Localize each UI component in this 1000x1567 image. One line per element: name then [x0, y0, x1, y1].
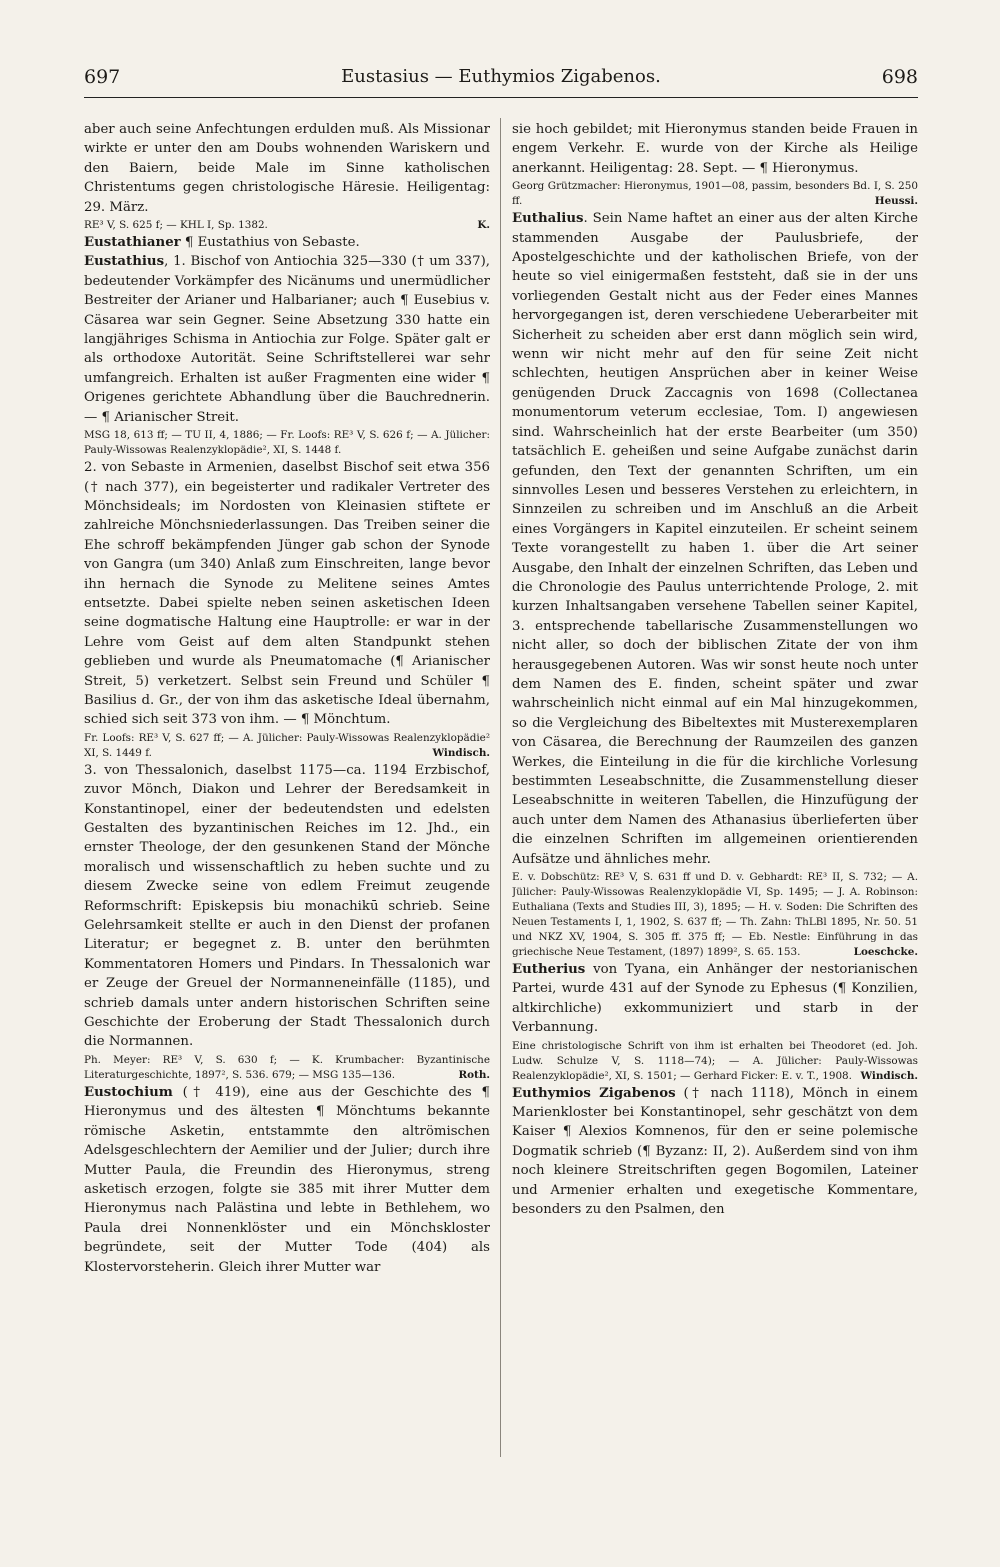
literature-text: Fr. Loofs: RE³ V, S. 627 ff; — A. Jülicher: Pauly-Wissowas Realenzyklopädie² XI, S. 1449 f. — [84, 731, 490, 759]
left-column — [84, 120, 490, 1483]
body-paragraph: 3. von Thessalonich, daselbst 1175—ca. 1194 Erzbischof, zuvor Mönch, Diakon und Lehrer der Beredsamkeit in Konstantinopel, einer der bedeutendsten und edelsten Gestalten des byzantinischen Reiches im 12. Jhd., ein ernster Theologe, der den gesunkenen Stand der Mönche moralisch und wissenschaftlich zu heben suchte und zu diesem Zwecke seine von edlem Freimut zeugende Reformschrift: Episkepsis biu monachikū schrieb. Seine Gelehrsamkeit stellte er auch in den Dienst der profanen Literatur; er begegnet z. B. unter den berühmten Kommentatoren Homers und Pindars. In Thessalonich war er Zeuge der Greuel der Normanneneinfälle (1185), und schrieb damals unter andern historischen Schriften seine Geschichte der Eroberung der Stadt Thessalonich durch die Normannen. — [84, 762, 490, 1050]
body-paragraph: 2. von Sebaste in Armenien, daselbst Bischof seit etwa 356 († nach 377), ein begeisterter und radikaler Vertreter des Mönchsideals; im Nordosten von Kleinasien stiftete er zahlreiche Mönchsniederlassungen. Das Treiben seiner die Ehe schroff bekämpfenden Jünger gab schon der Synode von Gangra (um 340) Anlaß zum Einschreiten, lange bevor ihn hernach die Synode zu Melitene seines Amtes entsetzte. Dabei spielte neben seinen asketischen Ideen seine dogmatische Haltung eine Hauptrolle: er war in der Lehre vom Geist auf dem alten Standpunkt stehen geblieben und wurde als Pneumatomache (¶ Arianischer Streit, 5) verketzert. Selbst sein Freund und Schüler ¶ Basilius d. Gr., der von ihm das asketische Ideal übernahm, schied sich seit 373 von ihm. — ¶ Mönchtum. — [84, 460, 490, 728]
author-signature: K. — [477, 219, 490, 232]
literature-text: Ph. Meyer: RE³ V, S. 630 f; — K. Krumbacher: Byzantinische Literaturgeschichte, 1897², S. 536. 679; — MSG 135—136. — [84, 1053, 490, 1081]
literature-text: Georg Grützmacher: Hieronymus, 1901—08, passim, besonders Bd. I, S. 250 ff. — [512, 180, 918, 208]
dictionary-entry — [84, 1083, 490, 1277]
literature-note — [84, 731, 490, 761]
entry-headword: Euthymios Zigabenos — [512, 1085, 676, 1101]
author-signature: Windisch. — [432, 746, 490, 759]
entry-headword: Eustathianer — [84, 235, 181, 251]
entry-text: von Tyana, ein Anhänger der nestorianischen Partei, wurde 431 auf der Synode zu Ephesus (¶ Konzilien, altkirchliche) exkommuniziert und starb in der Verbannung. — [512, 962, 918, 1036]
dictionary-entry — [84, 233, 490, 252]
page-number-right: 698 — [881, 66, 918, 88]
entry-headword: Eustathius — [84, 254, 165, 270]
entry-text: († nach 1118), Mönch in einem Marienkloster bei Konstantinopel, sehr geschätzt von dem Kaiser ¶ Alexios Komnenos, für den er seine polemische Dogmatik schrieb (¶ Byzanz: II, 2). Außerdem sind von ihm noch kleinere Streitschriften gegen Bogomilen, Lateiner und Armenier erhalten und exegetische Kommentare, besonders zu den Psalmen, den — [512, 1085, 918, 1218]
dictionary-entry — [512, 209, 918, 869]
running-title: Eustasius — Euthymios Zigabenos. — [341, 66, 661, 87]
right-column — [512, 120, 918, 1483]
column-divider — [500, 118, 501, 1457]
literature-text: Eine christologische Schrift von ihm ist erhalten bei Theodoret (ed. Joh. Ludw. Schulze V, S. 1118—74); — A. Jülicher: Pauly-Wissowas Realenzyklopädie², XI, S. 1501; — Gerhard Ficker: E. v. T., 1908. — [512, 1039, 918, 1082]
literature-text: E. v. Dobschütz: RE³ V, S. 631 ff und D. v. Gebhardt: RE³ II, S. 732; — A. Jülicher: Pauly-Wissowas Realenzyklopädie VI, Sp. 1495; — J. A. Robinson: Euthaliana (Texts and Studies III, 3), 1895; — H. v. Soden: Die Schriften des Neuen Testaments I, 1, 1902, S. 637 ff; — Th. Zahn: ThLBl 1895, Nr. 50. 51 und NKZ XV, 1904, S. 305 ff. 375 ff; — Eb. Nestle: Einführung in das griechische Neue Testament, (1897) 1899², S. 65. 153. — [512, 871, 918, 959]
literature-text: MSG 18, 613 ff; — TU II, 4, 1886; — Fr. Loofs: RE³ V, S. 626 f; — A. Jülicher: Pauly-Wissowas Realenzyklopädie², XI, S. 1448 f. — [84, 429, 490, 457]
page-number-left: 697 — [84, 66, 121, 88]
literature-text: RE³ V, S. 625 f; — KHL I, Sp. 1382. — [84, 219, 268, 232]
entry-headword: Euthalius — [512, 211, 584, 227]
entry-headword: Eustochium — [84, 1084, 173, 1100]
entry-text: , 1. Bischof von Antiochia 325—330 († um 337), bedeutender Vorkämpfer des Nicänums und unermüdlicher Bestreiter der Arianer und Halbarianer; auch ¶ Eusebius v. Cäsarea war sein Gegner. Seine Absetzung 330 hatte ein langjähriges Schisma in Antiochia zur Folge. Später galt er als orthodoxe Autorität. Seine Schriftstellerei war sehr umfangreich. Erhalten ist außer Fragmenten eine wider ¶ Origenes gerichtete Abhandlung über die Bauchrednerin. — ¶ Arianischer Streit. — [84, 254, 490, 425]
literature-note — [512, 179, 918, 209]
literature-note — [512, 1039, 918, 1084]
author-signature: Loeschcke. — [853, 946, 918, 959]
literature-note — [84, 1053, 490, 1083]
dictionary-entry — [512, 1084, 918, 1220]
literature-note — [512, 870, 918, 960]
body-paragraph: aber auch seine Anfechtungen erdulden muß. Als Missionar wirkte er unter den am Doubs wohnenden Wariskern und den Baiern, beide Male im Sinne katholischen Christentums gegen christologische Häresie. Heiligentag: 29. März. — [84, 122, 490, 215]
running-header — [84, 66, 918, 98]
author-signature: Heussi. — [874, 195, 918, 208]
entry-text: . Sein Name haftet an einer aus der alten Kirche stammenden Ausgabe der Paulusbriefe, der Apostelgeschichte und der katholischen Briefe, von der heute so viel einigermaßen feststeht, daß sie in der uns vorliegenden Gestalt nicht aus der Feder eines Mannes hervorgegangen ist, deren verschiedene Ueberarbeiter mit Sicherheit zu scheiden aber erst dann möglich sein wird, wenn wir nicht mehr auf den für seine Zeit nicht schlechten, heutigen Ansprüchen aber in keiner Weise genügenden Druck Zaccagnis von 1698 (Collectanea monumentorum veterum ecclesiae, Tom. I) angewiesen sind. Wahrscheinlich hat der erste Bearbeiter (um 350) tatsächlich E. geheißen und seine Aufgabe zunächst darin gefunden, den Text der genannten Schriften, um ein sinnvolles Lesen und besseres Verstehen zu erleichtern, in Sinnzeilen zu schreiben und im Anschluß an die Arbeit eines Vorgängers in Kapitel einzuteilen. Er scheint seinem Texte vorangestellt zu haben 1. über die Art seiner Ausgabe, den Inhalt der einzelnen Schriften, das Leben und die Chronologie des Paulus unterrichtende Prologe, 2. mit kurzen Inhaltsangaben versehene Tabellen seiner Kapitel, 3. entsprechende tabellarische Zusammenstellungen wo nicht aller, so doch der biblischen Zitate der von ihm herausgegebenen Autoren. Was wir sonst heute noch unter dem Namen des E. finden, scheint später und zwar wahrscheinlich nicht einmal auf ein Mal hinzugekommen, so die Vergleichung des Bibeltextes mit Musterexemplaren von Cäsarea, die Berechnung der Raumzeilen des ganzen Werkes, die Einteilung in die für die kirchliche Vorlesung bestimmten Leseabschnitte, die Zusammenstellung dieser Leseabschnitte in weiteren Tabellen, die Hinzufügung der auch unter dem Namen des Athanasius überlieferten über die einzelnen Schriften im allgemeinen orientierenden Aufsätze und ähnliches mehr. — [512, 211, 918, 867]
entry-text: († 419), eine aus der Geschichte des ¶ Hieronymus und des ältesten ¶ Mönchtums bekannte römische Asketin, entstammte den altrömischen Adelsgeschlechtern der Aemilier und der Julier; durch ihre Mutter Paula, die Freundin des Hieronymus, streng asketisch erzogen, folgte sie 385 mit ihrer Mutter dem Hieronymus nach Palästina und lebte in Bethlehem, wo Paula drei Nonnenklöster und ein Mönchskloster begründete, seit der Mutter Tode (404) als Klostervorsteherin. Gleich ihrer Mutter war — [84, 1084, 490, 1275]
body-paragraph: sie hoch gebildet; mit Hieronymus standen beide Frauen in engem Verkehr. E. wurde von der Kirche als Heilige anerkannt. Heiligentag: 28. Sept. — ¶ Hieronymus. — [512, 122, 918, 176]
entry-text: ¶ Eustathius von Sebaste. — [180, 235, 360, 251]
entry-headword: Eutherius — [512, 962, 586, 978]
author-signature: Windisch. — [860, 1069, 918, 1082]
header-rule — [84, 97, 918, 98]
literature-note — [84, 428, 490, 458]
dictionary-entry — [512, 960, 918, 1038]
literature-note — [84, 218, 490, 233]
author-signature: Roth. — [458, 1068, 490, 1081]
dictionary-entry — [84, 252, 490, 427]
